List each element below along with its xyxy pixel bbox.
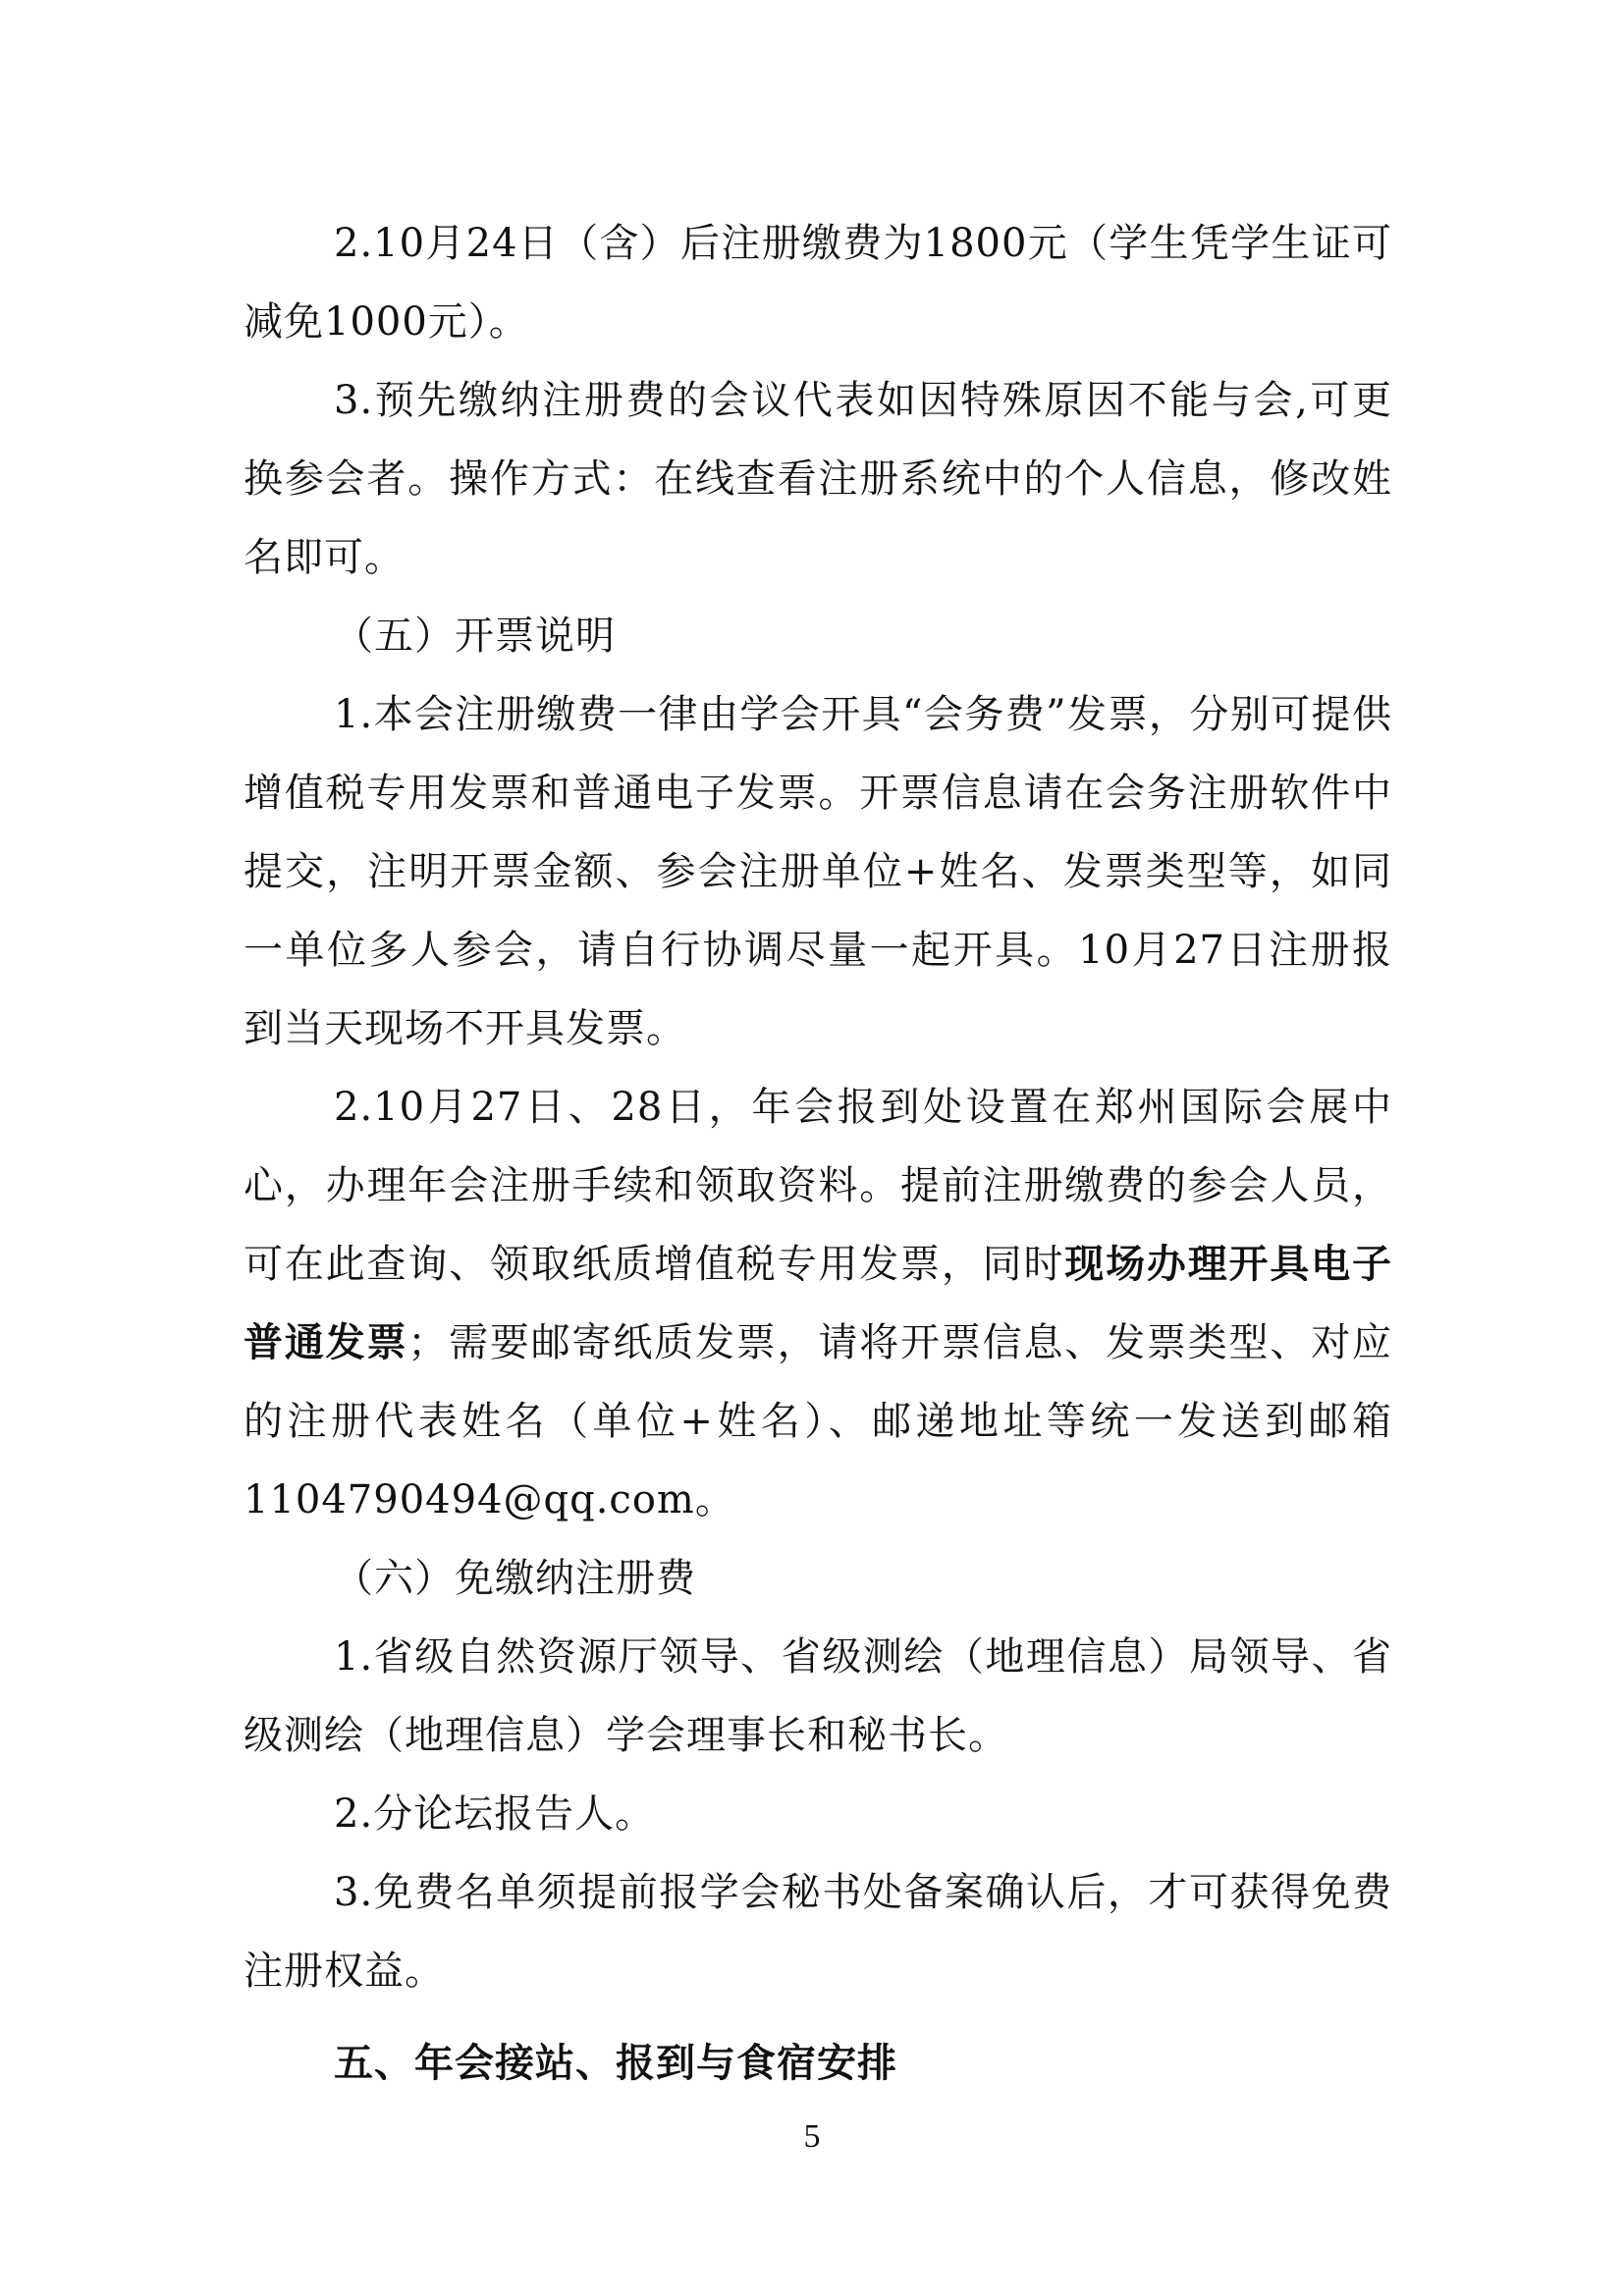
paragraph-onsite-invoice <box>244 1068 1392 1539</box>
paragraph-exempt-leaders: 1.省级自然资源厅领导、省级测绘（地理信息）局领导、省级测绘（地理信息）学会理事长和秘书长。 <box>244 1634 1392 1758</box>
page-number: 5 <box>803 2118 821 2155</box>
heading-section-five: 五、年会接站、报到与食宿安排 <box>334 2041 897 2086</box>
document-body <box>244 204 1392 2103</box>
paragraph-exempt-speakers: 2.分论坛报告人。 <box>334 1791 656 1837</box>
paragraph-exempt-list-confirmation: 3.免费名单须提前报学会秘书处备案确认后，才可获得免费注册权益。 <box>244 1870 1392 1994</box>
heading-invoice-instructions: （五）开票说明 <box>334 614 616 659</box>
heading-fee-exemption: （六）免缴纳注册费 <box>334 1556 696 1601</box>
onsite-invoice-bold-text: 现场办理开具电子普通发票 <box>244 1242 1393 1365</box>
paragraph-late-registration-fee: 2.10月24日（含）后注册缴费为1800元（学生凭学生证可减免1000元）。 <box>244 221 1392 345</box>
paragraph-invoice-types: 1.本会注册缴费一律由学会开具“会务费”发票，分别可提供增值税专用发票和普通电子发票。开票信息请在会务注册软件中提交，注明开票金额、参会注册单位+姓名、发票类型等，如同一单位多人参会，请自行协调尽量一起开具。10月27日注册报到当天现场不开具发票。 <box>244 692 1392 1051</box>
onsite-invoice-text-2: ；需要邮寄纸质发票，请将开票信息、发票类型、对应的注册代表姓名（单位+姓名）、邮递地址等统一发送到邮箱1104790494@qq.com。 <box>244 1320 1393 1522</box>
paragraph-attendee-replacement: 3.预先缴纳注册费的会议代表如因特殊原因不能与会,可更换参会者。操作方式：在线查看注册系统中的个人信息，修改姓名即可。 <box>244 378 1392 580</box>
onsite-invoice-text-1: 2.10月27日、28日，年会报到处设置在郑州国际会展中心，办理年会注册手续和领取资料。提前注册缴费的参会人员，可在此查询、领取纸质增值税专用发票，同时 <box>244 1085 1392 1287</box>
